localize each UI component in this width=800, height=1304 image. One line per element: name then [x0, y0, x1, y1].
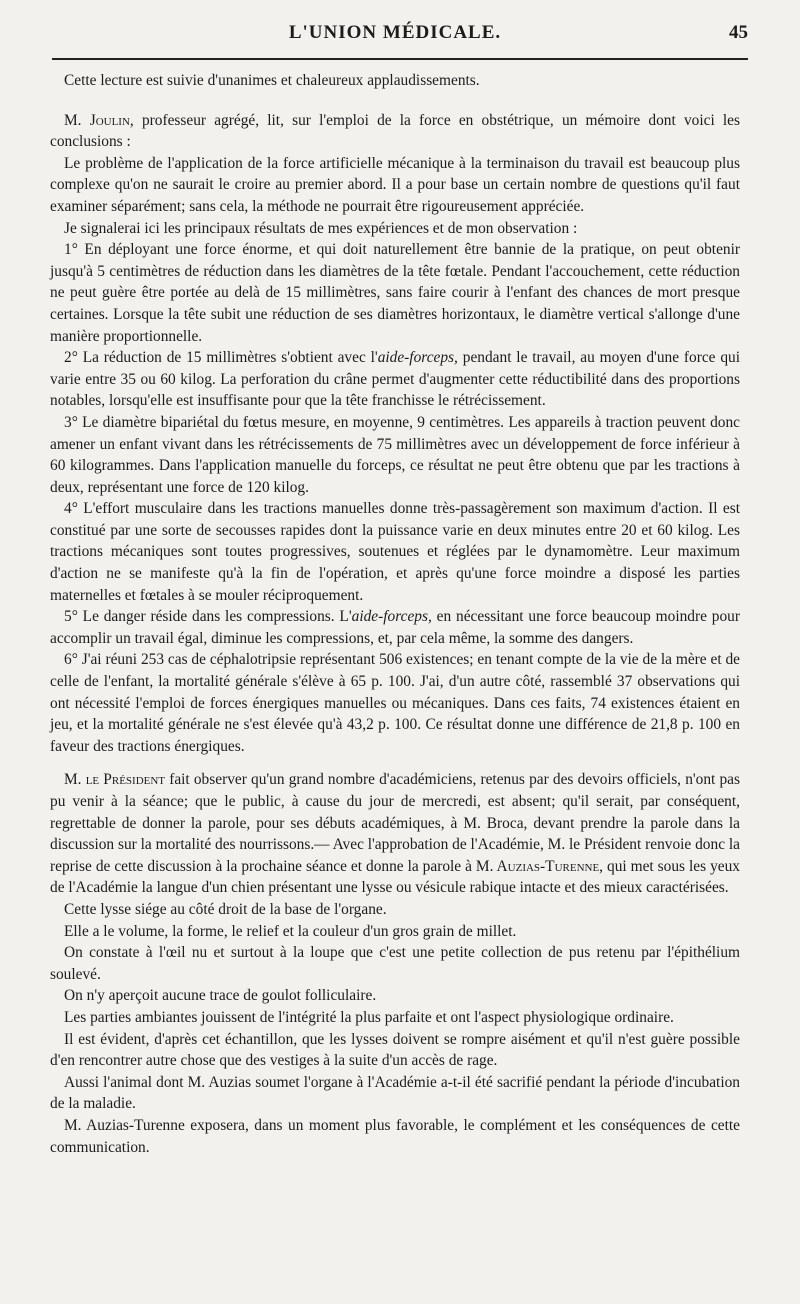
- paragraph: M. Joulin, professeur agrégé, lit, sur l'emploi de la force en obstétrique, un mémoire dont voici les conclusions :: [50, 111, 740, 151]
- paragraph: Il est évident, d'après cet échantillon, que les lysses doivent se rompre aisément et qu'il n'est guère possible d'en rencontrer autre chose que des vestiges à la suite d'un accès de rage.: [50, 1030, 740, 1070]
- journal-page: [50, 0, 748, 1304]
- paragraph: Cette lysse siége au côté droit de la base de l'organe.: [64, 900, 387, 918]
- page-header: [50, 0, 748, 56]
- paragraph: 2° La réduction de 15 millimètres s'obtient avec l'aide-forceps, pendant le travail, au moyen d'une force qui varie entre 35 ou 60 kilog. La perforation du crâne permet d'augmenter cette réductibilité dans des proportions notables, lorsqu'elle est insuffisante pour que la tête franchisse le rétrécissement.: [50, 349, 740, 410]
- article-body: [50, 70, 740, 1158]
- paragraph: 5° Le danger réside dans les compressions. L'aide-forceps, en nécessitant une force beaucoup moindre pour accomplir un travail égal, diminue les compressions, et, par cela même, la somme des dangers.: [50, 608, 740, 647]
- paragraph: On n'y aperçoit aucune trace de goulot folliculaire.: [64, 987, 377, 1005]
- paragraph: Aussi l'animal dont M. Auzias soumet l'organe à l'Académie a-t-il été sacrifié pendant la période d'incubation de la maladie.: [50, 1073, 740, 1113]
- paragraph: M. Auzias-Turenne exposera, dans un moment plus favorable, le complément et les conséquences de cette communication.: [50, 1116, 740, 1156]
- paragraph: Cette lecture est suivie d'unanimes et chaleureux applaudissements.: [64, 72, 480, 89]
- speaker-name: M. le Président: [64, 771, 166, 789]
- paragraph: Elle a le volume, la forme, le relief et la couleur d'un gros grain de millet.: [64, 922, 517, 940]
- page-number: 45: [729, 22, 748, 43]
- paragraph: Les parties ambiantes jouissent de l'intégrité la plus parfaite et ont l'aspect physiologique ordinaire.: [64, 1008, 674, 1026]
- paragraph: Le problème de l'application de la force artificielle mécanique à la terminaison du travail est beaucoup plus complexe qu'on ne saurait le croire au premier abord. Il a pour base un certain nombre de questions qu'il faut examiner séparément; sans cela, la méthode ne pourrait être rigoureusement appréciée.: [50, 154, 740, 215]
- paragraph: 3° Le diamètre bipariétal du fœtus mesure, en moyenne, 9 centimètres. Les appareils à traction peuvent donc amener un enfant vivant dans les rétrécissements de 75 millimètres avec un développement de force inférieur à 60 kilogrammes. Dans l'application manuelle du forceps, ce résultat ne peut être obtenu que par les tractions à deux, représentant une force de 120 kilog.: [50, 413, 740, 496]
- header-rule: [52, 58, 748, 60]
- speaker-name: M. Auzias-Turenne,: [475, 857, 604, 875]
- running-title: L'UNION MÉDICALE.: [288, 22, 502, 43]
- paragraph: On constate à l'œil nu et surtout à la loupe que c'est une petite collection de pus retenu par l'épithélium soulevé.: [50, 944, 740, 983]
- section-separator: [50, 757, 740, 769]
- paragraph: M. le Président fait observer qu'un grand nombre d'académiciens, retenus par des devoirs officiels, n'ont pas pu venir à la séance; que le public, à cause du jour de mercredi, est absent; qu'il serait, par conséquent, regrettable de donner la parole, pour ses débuts académiques, à M. Broca, devant prendre la parole dans la discussion sur la mortalité des nourrissons.— Avec l'approbation de l'Académie, M. le Président renvoie donc la reprise de cette discussion à la prochaine séance et donne la parole à M. Auzias-Turenne, qui met sous les yeux de l'Académie la langue d'un chien présentant une lysse ou vésicule rabique intacte et des mieux caractérisées.: [50, 771, 741, 897]
- paragraph: Je signalerai ici les principaux résultats de mes expériences et de mon observation :: [64, 219, 578, 237]
- paragraph: 6° J'ai réuni 253 cas de céphalotripsie représentant 506 existences; en tenant compte de la vie de la mère et de celle de l'enfant, la mortalité générale s'élève à 65 p. 100. J'ai, d'un autre côté, rassemblé 37 observations qui ont nécessité l'emploi de forces énergiques manuelles ou mécaniques. Dans ces faits, 74 existences étaient en jeu, et la mortalité générale ne s'est élevée qu'à 43,2 p. 100. Ce résultat donne une différence de 21,8 p. 100 en faveur des tractions énergiques.: [50, 651, 740, 755]
- paragraph: 4° L'effort musculaire dans les tractions manuelles donne très-passagèrement son maximum d'action. Il est constitué par une sorte de secousses rapides dont la puissance varie en deux minutes entre 20 et 60 kilog. Les tractions mécaniques sont toutes progressives, soutenues et réglées par le dynamomètre. Leur maximum d'action ne se manifeste qu'à la fin de l'opération, et après qu'une force moindre a disposé les parties maternelles et fœtales à se mouler réciproquement.: [50, 500, 740, 604]
- paragraph: 1° En déployant une force énorme, et qui doit naturellement être bannie de la pratique, on peut obtenir jusqu'à 5 centimètres de réduction dans les diamètres de la tête fœtale. Pendant l'accouchement, cette réduction ne peut guère être portée au delà de 15 millimètres, sans faire courir à l'enfant des chances de mort presque certaines. Lorsque la tête subit une réduction de ses diamètres horizontaux, le diamètre vertical s'allonge d'une manière proportionnelle.: [50, 241, 740, 345]
- speaker-name: M. Joulin,: [64, 111, 134, 129]
